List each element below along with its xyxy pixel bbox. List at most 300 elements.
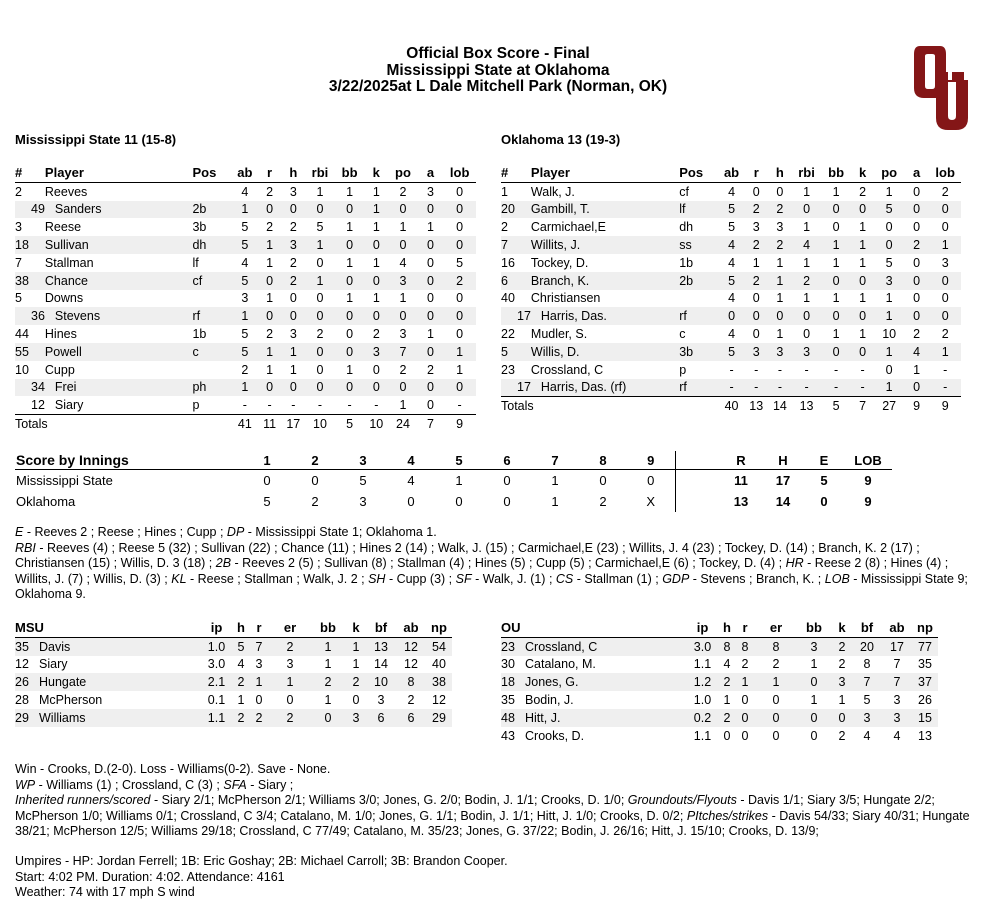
rhe-header: E [804, 451, 844, 470]
stat-cell: 17 [882, 637, 912, 655]
stat-cell: c [192, 343, 232, 361]
rhe-value: 9 [864, 473, 872, 488]
stat-cell: 29 [15, 709, 39, 727]
stat-cell: 5 [863, 693, 871, 708]
stat-cell [192, 290, 232, 308]
stat-cell: p [679, 362, 687, 377]
stat-cell: 1 [266, 255, 274, 270]
stat-cell: 2 [310, 673, 346, 691]
stat-cell: 2 [832, 637, 852, 655]
stat-cell: p [192, 398, 200, 413]
stat-cell: 8 [863, 657, 871, 672]
stat-cell [679, 290, 719, 308]
totals-cell: 14 [768, 397, 792, 415]
stat-cell: 1 [266, 362, 274, 377]
player-name: Downs [44, 291, 84, 306]
stat-cell: 1 [859, 327, 867, 342]
stat-cell: 1 [372, 220, 380, 235]
stat-cell: - [768, 379, 792, 397]
stat-cell: 0 [443, 379, 476, 397]
stat-cell: 3 [852, 709, 882, 727]
player-name: Hines [44, 327, 77, 342]
stat-cell: 5 [885, 255, 893, 270]
start-text: Start: 4:02 PM. Duration: 4:02. Attendance: 4161 [15, 869, 285, 884]
column-header: np [426, 619, 452, 637]
stat-cell: 0 [851, 272, 874, 290]
header-matchup: Mississippi State at Oklahoma [386, 61, 610, 79]
stat-cell: 2 [289, 255, 297, 270]
player-row [501, 201, 961, 219]
stat-cell: 0 [929, 201, 961, 219]
stat-cell: 17 [501, 379, 531, 397]
stat-cell: 0 [443, 307, 476, 325]
score-by-innings-table [15, 451, 892, 512]
column-header: k [832, 619, 852, 637]
sf-label: SF [455, 571, 472, 586]
stat-cell: 1 [270, 673, 310, 691]
stat-cell: 0 [810, 728, 818, 743]
pitcher-name: Hitt, J. [525, 709, 685, 727]
inning-score: 2 [599, 494, 607, 509]
column-header: a [904, 164, 929, 182]
stat-cell: - [291, 398, 296, 413]
stat-cell: 1.1 [693, 657, 712, 672]
hr-text: - Reese 2 (8) ; Hines (4) ; Willits, J. (7) ; Willis, D. (3) ; [15, 556, 949, 586]
column-header: k [364, 164, 388, 182]
innings-separator [675, 451, 720, 470]
stat-cell: 7 [852, 673, 882, 691]
stat-cell: ss [679, 236, 719, 254]
column-header: er [756, 619, 796, 637]
inning-header: 9 [627, 451, 675, 470]
stat-cell: 1 [346, 291, 354, 306]
stat-cell: 29 [426, 709, 452, 727]
stat-cell: 1 [248, 673, 270, 691]
stat-cell: 1.0 [693, 693, 712, 708]
inning-score: 0 [407, 494, 415, 509]
stat-cell: 1 [803, 184, 811, 199]
stat-cell: 1 [832, 291, 840, 306]
stat-cell: 2 [399, 184, 407, 199]
totals-cell: 9 [929, 397, 961, 415]
totals-cell: 13 [744, 397, 768, 415]
groundouts-flyouts-label: Groundouts/Flyouts [627, 793, 737, 807]
pitcher-row [15, 709, 452, 727]
stat-cell: 0 [258, 201, 282, 219]
stat-cell: 1 [399, 220, 407, 235]
stat-cell: 1 [734, 673, 756, 691]
stat-cell: 1 [929, 343, 961, 361]
gdp-text: - Stevens ; Branch, K. ; [689, 571, 825, 586]
stat-cell: 5 [728, 220, 736, 235]
stat-cell: 0 [734, 709, 756, 727]
stat-cell: 26 [15, 673, 39, 691]
stat-cell: 2 [266, 184, 274, 199]
dp-label: DP [226, 525, 245, 539]
stat-cell: 0 [874, 236, 904, 254]
stat-cell: 3b [679, 343, 719, 361]
stat-cell: 4 [728, 255, 736, 270]
stat-cell: 0 [388, 307, 418, 325]
stat-cell: 4 [863, 728, 871, 743]
kl-label: KL [171, 571, 187, 586]
column-header: r [734, 619, 756, 637]
stat-cell: 0 [388, 379, 418, 397]
inning-score: 0 [647, 473, 655, 488]
stat-cell: 0 [719, 307, 745, 325]
stat-cell: 2 [744, 236, 768, 254]
stat-cell: 3 [792, 343, 822, 361]
stat-cell: 1 [232, 307, 258, 325]
stat-cell: 2 [772, 657, 780, 672]
stat-cell: 2 [792, 272, 822, 290]
stat-cell: 0 [346, 327, 354, 342]
stat-cell: 0 [929, 307, 961, 325]
stat-cell: 0 [443, 236, 476, 254]
pitcher-row [15, 637, 452, 655]
stat-cell: 2 [270, 637, 310, 655]
box-score-header [0, 46, 996, 96]
stat-cell: 0 [427, 398, 434, 413]
stat-cell: 0 [310, 709, 346, 727]
rhe-header: H [762, 451, 804, 470]
stat-cell: 0 [803, 327, 811, 342]
stat-cell: ph [192, 379, 232, 397]
stat-cell: 4 [723, 657, 731, 672]
msu-pitching-table [15, 619, 452, 727]
pitcher-name: McPherson [39, 693, 103, 708]
stat-cell: 2 [744, 201, 768, 219]
stat-cell: lf [679, 201, 719, 219]
stat-cell: 1 [372, 184, 380, 199]
stat-cell: 0 [885, 220, 893, 235]
player-name: Stallman [44, 255, 94, 270]
inning-score: 1 [551, 494, 559, 509]
stat-cell: 55 [15, 343, 45, 361]
stat-cell: 0 [335, 379, 365, 397]
stat-cell: 5 [241, 327, 249, 342]
stat-cell: 22 [501, 327, 515, 342]
oklahoma-logo [906, 42, 978, 132]
umpires-text: Umpires - HP: Jordan Ferrell; 1B: Eric Goshay; 2B: Michael Carroll; 3B: Brandon Cooper. [15, 854, 508, 868]
stat-cell: dh [192, 236, 232, 254]
stat-cell: 3b [192, 220, 207, 235]
column-header: h [720, 619, 734, 637]
2b-text: - Reeves 2 (5) ; Sullivan (8) ; Stallman (4) ; Hines (5) ; Cupp (5) ; Carmichael,E (6) ; Tockey, D. (4) ; [231, 556, 786, 570]
pitcher-row [15, 656, 452, 674]
pitcher-row [15, 691, 452, 709]
stat-cell: 1 [352, 657, 360, 672]
stat-cell: 2 [266, 220, 274, 235]
stat-cell: 0 [258, 307, 282, 325]
inning-score: X [646, 494, 656, 509]
stat-cell: 2b [192, 201, 232, 219]
stat-cell: - [347, 398, 352, 413]
stat-cell: 1 [913, 362, 921, 377]
rhe-header: R [720, 451, 762, 470]
stat-cell: lf [192, 255, 199, 270]
column-header: ab [719, 164, 745, 182]
stat-cell: 1 [803, 220, 811, 235]
stat-cell: - [242, 398, 247, 413]
stat-cell: 0 [885, 362, 893, 377]
stat-cell: 2 [838, 728, 846, 743]
stat-cell: 2 [281, 272, 305, 290]
stat-cell: - [729, 362, 734, 377]
stat-cell: 0 [772, 693, 780, 708]
stat-cell: 0 [851, 307, 874, 325]
game-info [15, 854, 981, 901]
stat-cell: 7 [248, 637, 270, 655]
stat-cell: - [792, 379, 822, 397]
stat-cell: 0 [832, 220, 840, 235]
stat-cell: 0 [796, 709, 832, 727]
stat-cell: 3 [377, 693, 385, 708]
column-header: er [270, 619, 310, 637]
stat-cell: 36 [15, 307, 45, 325]
stat-cell: 0 [388, 201, 418, 219]
stat-cell: 0 [904, 379, 929, 397]
stat-cell: 4 [241, 255, 249, 270]
totals-cell: 27 [874, 397, 904, 415]
stat-cell: 2.1 [199, 673, 234, 691]
stat-cell: - [267, 398, 272, 413]
stat-cell: 0 [388, 236, 418, 254]
stat-cell: 2 [720, 673, 734, 691]
player-row [15, 201, 476, 219]
stat-cell: 3 [281, 236, 305, 254]
stat-cell: 0 [427, 255, 434, 270]
column-header: Pos [192, 164, 232, 182]
stat-cell: 1 [821, 236, 851, 254]
stat-cell: 1 [752, 255, 760, 270]
stat-cell: 0 [821, 307, 851, 325]
stat-cell: 5 [719, 343, 745, 361]
player-row [15, 343, 476, 361]
pitcher-name: Catalano, M. [525, 657, 596, 672]
stat-cell: 0 [305, 201, 335, 219]
column-header: k [346, 619, 366, 637]
stat-cell: 1 [776, 255, 784, 270]
stat-cell: 3 [744, 343, 768, 361]
stat-cell: 3 [388, 272, 418, 290]
dp-text: - Mississippi State 1; Oklahoma 1. [244, 525, 437, 539]
player-row [501, 236, 961, 254]
player-name: Reeves [44, 184, 88, 199]
inning-score: 1 [551, 473, 559, 488]
stat-cell: 1 [874, 307, 904, 325]
pitcher-row [501, 656, 938, 674]
stat-cell: 4 [792, 236, 822, 254]
totals-cell: 10 [364, 415, 388, 433]
stat-cell: 1 [316, 184, 324, 199]
player-name: Stevens [45, 307, 193, 325]
rhe-value: 17 [775, 473, 791, 488]
rhe-value: 11 [734, 473, 748, 488]
stat-cell: 0 [851, 343, 874, 361]
stat-cell: 0 [456, 220, 464, 235]
sh-label: SH [368, 571, 386, 586]
stat-cell: 2 [744, 272, 768, 290]
stat-cell: 3 [796, 637, 832, 655]
player-row [501, 325, 961, 343]
stat-cell: 8 [756, 637, 796, 655]
column-header: Player [531, 164, 679, 182]
pitcher-name: Bodin, J. [525, 693, 574, 708]
inning-score: 5 [359, 473, 367, 488]
column-header: bb [335, 164, 365, 182]
pitches-strikes-label: PItches/strikes [686, 808, 769, 823]
ou-pitching-table [501, 619, 938, 745]
player-row [501, 343, 961, 361]
stat-cell: 0 [289, 291, 297, 306]
stat-cell: 1 [346, 637, 366, 655]
pitches-strikes-text: - Davis 54/33; Siary 40/31; Hungate 38/21; McPherson 12/5; Williams 29/18; Crossland, C 77/49; Catalano, M. 35/23; Jones, G. 37/22; Bodin, J. 26/16; Hitt, J. 15/10; Crooks, D. 13/9; [15, 808, 970, 838]
stat-cell: 2 [741, 657, 749, 672]
stat-cell: 5 [234, 637, 248, 655]
stat-cell: 0 [305, 343, 335, 361]
stat-cell: 2 [234, 709, 248, 727]
stat-cell: 1 [427, 220, 434, 235]
player-name: Frei [45, 379, 193, 397]
stat-cell: 0 [456, 327, 464, 342]
stat-cell: 0 [904, 272, 929, 290]
inning-header: 2 [291, 451, 339, 470]
stat-cell: 20 [852, 637, 882, 655]
stat-cell: 1 [364, 201, 388, 219]
stat-cell: 49 [15, 201, 45, 219]
column-header: h [281, 164, 305, 182]
totals-cell: 17 [281, 415, 305, 433]
stat-cell: 2 [266, 327, 274, 342]
stat-cell: 5 [719, 272, 745, 290]
stat-cell: 2 [399, 362, 407, 377]
stat-cell: 30 [501, 657, 515, 672]
totals-cell: 5 [335, 415, 365, 433]
stat-cell: 0 [752, 291, 760, 306]
pitcher-row [501, 709, 938, 727]
stat-cell: 2 [941, 327, 949, 342]
stat-cell: 0 [335, 343, 365, 361]
player-row [501, 272, 961, 290]
player-name: Gambill, T. [531, 201, 679, 219]
stat-cell: 23 [501, 637, 525, 655]
batting-notes [15, 525, 981, 603]
stat-cell: 6 [501, 272, 531, 290]
stat-cell: 8 [734, 637, 756, 655]
player-row [501, 254, 961, 272]
stat-cell: 26 [918, 693, 932, 708]
stat-cell: 4 [719, 236, 745, 254]
column-header: ip [199, 619, 234, 637]
stat-cell: 12 [404, 657, 418, 672]
player-name: Powell [45, 343, 193, 361]
player-row [15, 361, 476, 379]
stat-cell: 14 [374, 657, 388, 672]
stat-cell: 1 [803, 291, 811, 306]
stat-cell: 7 [501, 236, 531, 254]
stat-cell: 1 [305, 236, 335, 254]
stat-cell: 3 [364, 343, 388, 361]
pitcher-row [501, 691, 938, 709]
stat-cell: 1.2 [685, 673, 720, 691]
header-title: Official Box Score - Final [406, 45, 590, 62]
inning-score: 0 [503, 473, 511, 488]
player-name: Walk, J. [530, 184, 575, 199]
player-name: Christiansen [530, 291, 601, 306]
stat-cell: 1 [266, 291, 274, 306]
column-header: MSU [15, 619, 199, 637]
stat-cell: 0 [418, 272, 444, 290]
stat-cell: 0 [427, 291, 434, 306]
stat-cell: 1 [324, 657, 332, 672]
column-header: Pos [679, 164, 719, 182]
column-header: # [501, 164, 531, 182]
player-name: Siary [54, 398, 84, 413]
home-batting-table [501, 164, 961, 415]
stat-cell: 1 [859, 220, 867, 235]
totals-cell: 9 [904, 397, 929, 415]
innings-separator [675, 470, 720, 492]
inning-score: 0 [503, 494, 511, 509]
player-row [501, 379, 961, 397]
stat-cell: 18 [501, 673, 525, 691]
column-header: bf [852, 619, 882, 637]
column-header: ab [232, 164, 258, 182]
innings-team-row [15, 491, 892, 512]
stat-cell: 7 [388, 343, 418, 361]
stat-cell: 1 [346, 184, 354, 199]
column-header: OU [501, 619, 685, 637]
stat-cell: 1 [324, 693, 332, 708]
stat-cell: 0 [832, 709, 852, 727]
stat-cell: 44 [15, 327, 29, 342]
stat-cell: 7 [893, 657, 901, 672]
column-header: lob [929, 164, 961, 182]
stat-cell: 2b [679, 272, 719, 290]
stat-cell: 5 [456, 255, 464, 270]
totals-cell [679, 397, 719, 415]
player-name: Willits, J. [531, 236, 679, 254]
stat-cell: 13 [918, 728, 932, 743]
inning-header: 3 [339, 451, 387, 470]
stat-cell: 1 [305, 272, 335, 290]
stat-cell: 12 [396, 637, 426, 655]
stat-cell: 1 [258, 236, 282, 254]
column-header: bb [310, 619, 346, 637]
pitcher-row [501, 727, 938, 745]
stat-cell: 1 [776, 291, 784, 306]
stat-cell: 1 [832, 184, 840, 199]
player-row [501, 361, 961, 379]
stat-cell: 0 [929, 272, 961, 290]
rhe-value: 5 [820, 473, 828, 488]
stat-cell: 17 [501, 307, 531, 325]
stat-cell: 0 [752, 184, 760, 199]
stat-cell: 1 [289, 362, 297, 377]
stat-cell: - [821, 379, 851, 397]
totals-cell: 11 [258, 415, 282, 433]
stat-cell [192, 361, 232, 379]
decision-text: Win - Crooks, D.(2-0). Loss - Williams(0-2). Save - None. [15, 762, 331, 776]
stat-cell: 1 [859, 255, 867, 270]
stat-cell: 0 [796, 673, 832, 691]
stat-cell: 2 [346, 673, 366, 691]
column-header: # [15, 164, 45, 182]
stat-cell: 48 [501, 709, 525, 727]
stat-cell [192, 182, 232, 200]
stat-cell: 5 [241, 220, 249, 235]
